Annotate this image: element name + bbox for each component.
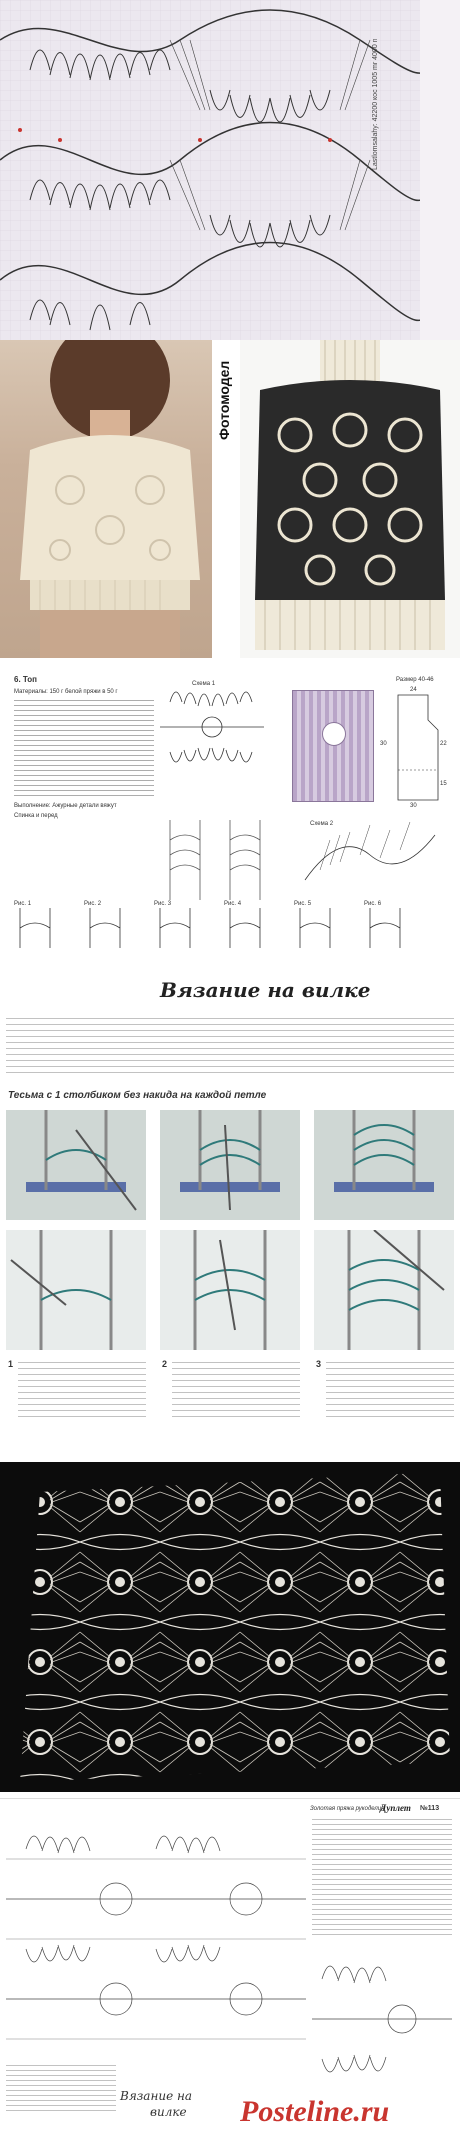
top-back: Спинка и перед — [14, 812, 154, 820]
scheme-2-diagram — [300, 820, 440, 890]
step-photo-2b — [160, 1230, 300, 1350]
scheme-issue: №113 — [420, 1805, 440, 1812]
scheme-title-line1: Вязание на — [120, 2089, 193, 2103]
scheme-2-label: Схема 2 — [310, 821, 334, 827]
scheme-1-label: Схема 1 — [192, 681, 216, 687]
scheme-header: Золотая пряжа рукоделия — [310, 1806, 385, 1812]
ribbed-panel-hole — [322, 722, 346, 746]
top-description: Выполнение: Ажурные детали вяжут — [14, 802, 154, 810]
step-photo-2a — [160, 1110, 300, 1220]
fork-mini-diagrams — [160, 820, 280, 900]
fig-label-2: Рис. 2 — [84, 901, 102, 907]
scheme-page-section — [0, 1798, 460, 2139]
step-photo-3a — [314, 1110, 454, 1220]
scheme-page-diagram — [6, 1819, 306, 2059]
lace-photo-section — [0, 1462, 460, 1792]
scheme-text-block — [312, 1819, 452, 1939]
top-size: Размер 40-46 — [396, 677, 434, 683]
pattern-chart-section — [0, 0, 460, 340]
fig-label-6: Рис. 6 — [364, 901, 382, 907]
step-photo-3b — [314, 1230, 454, 1350]
fig-label-4: Рис. 4 — [224, 901, 242, 907]
step-number-1: 1 — [8, 1359, 14, 1369]
pattern-outline — [388, 690, 448, 810]
dim-24: 24 — [410, 687, 417, 693]
fork-text-columns — [6, 1018, 454, 1078]
step-number-3: 3 — [316, 1359, 322, 1369]
dim-30-b: 30 — [410, 803, 417, 809]
scheme-small-text — [6, 2065, 116, 2115]
scheme-magazine: Дуплет — [380, 1803, 411, 1813]
fork-knitting-title: Вязание на вилке — [160, 978, 371, 1002]
fig-label-1: Рис. 1 — [14, 901, 32, 907]
model-photos-vertical-label: Фотомодел — [216, 360, 232, 440]
step-text-2 — [172, 1362, 300, 1418]
step-number-2: 2 — [162, 1359, 168, 1369]
model-photo-right — [240, 340, 460, 658]
top-number: 6. Топ — [14, 675, 37, 684]
scheme-brand-watermark: Posteline.ru — [240, 2095, 390, 2128]
fig-label-5: Рис. 5 — [294, 901, 312, 907]
fork-knitting-subtitle: Тесьма с 1 столбиком без накида на каждой петле — [8, 1090, 267, 1101]
dim-22: 22 — [440, 741, 447, 747]
pattern-chart-vertical-note: Lastlomsalahy: 42200 кос 1005 mr 4000 n — [372, 38, 379, 170]
lace-photo-illustration — [0, 1462, 460, 1792]
pattern-chart-diagram — [0, 0, 460, 340]
step-photo-1a — [6, 1110, 146, 1220]
top-materials: Материалы: 150 г белой пряжи в 50 г — [14, 689, 118, 695]
fig-label-3: Рис. 3 — [154, 901, 172, 907]
scheme-title-line2: вилке — [150, 2105, 187, 2119]
scheme-page-diagram-right — [312, 1949, 452, 2099]
model-right-illustration — [240, 340, 460, 658]
model-photos-section — [0, 340, 460, 658]
fork-knitting-section — [0, 960, 460, 1460]
scheme-1-diagram — [160, 682, 290, 802]
step-text-1 — [18, 1362, 146, 1418]
ribbed-panel — [292, 690, 374, 802]
step-photo-1b — [6, 1230, 146, 1350]
top-description-section — [0, 660, 460, 960]
dim-15: 15 — [440, 781, 447, 787]
figure-row — [10, 908, 450, 948]
model-photo-left — [0, 340, 212, 658]
dim-30-a: 30 — [380, 741, 387, 747]
model-left-illustration — [0, 340, 212, 658]
step-text-3 — [326, 1362, 454, 1418]
top-text-block — [14, 700, 154, 800]
